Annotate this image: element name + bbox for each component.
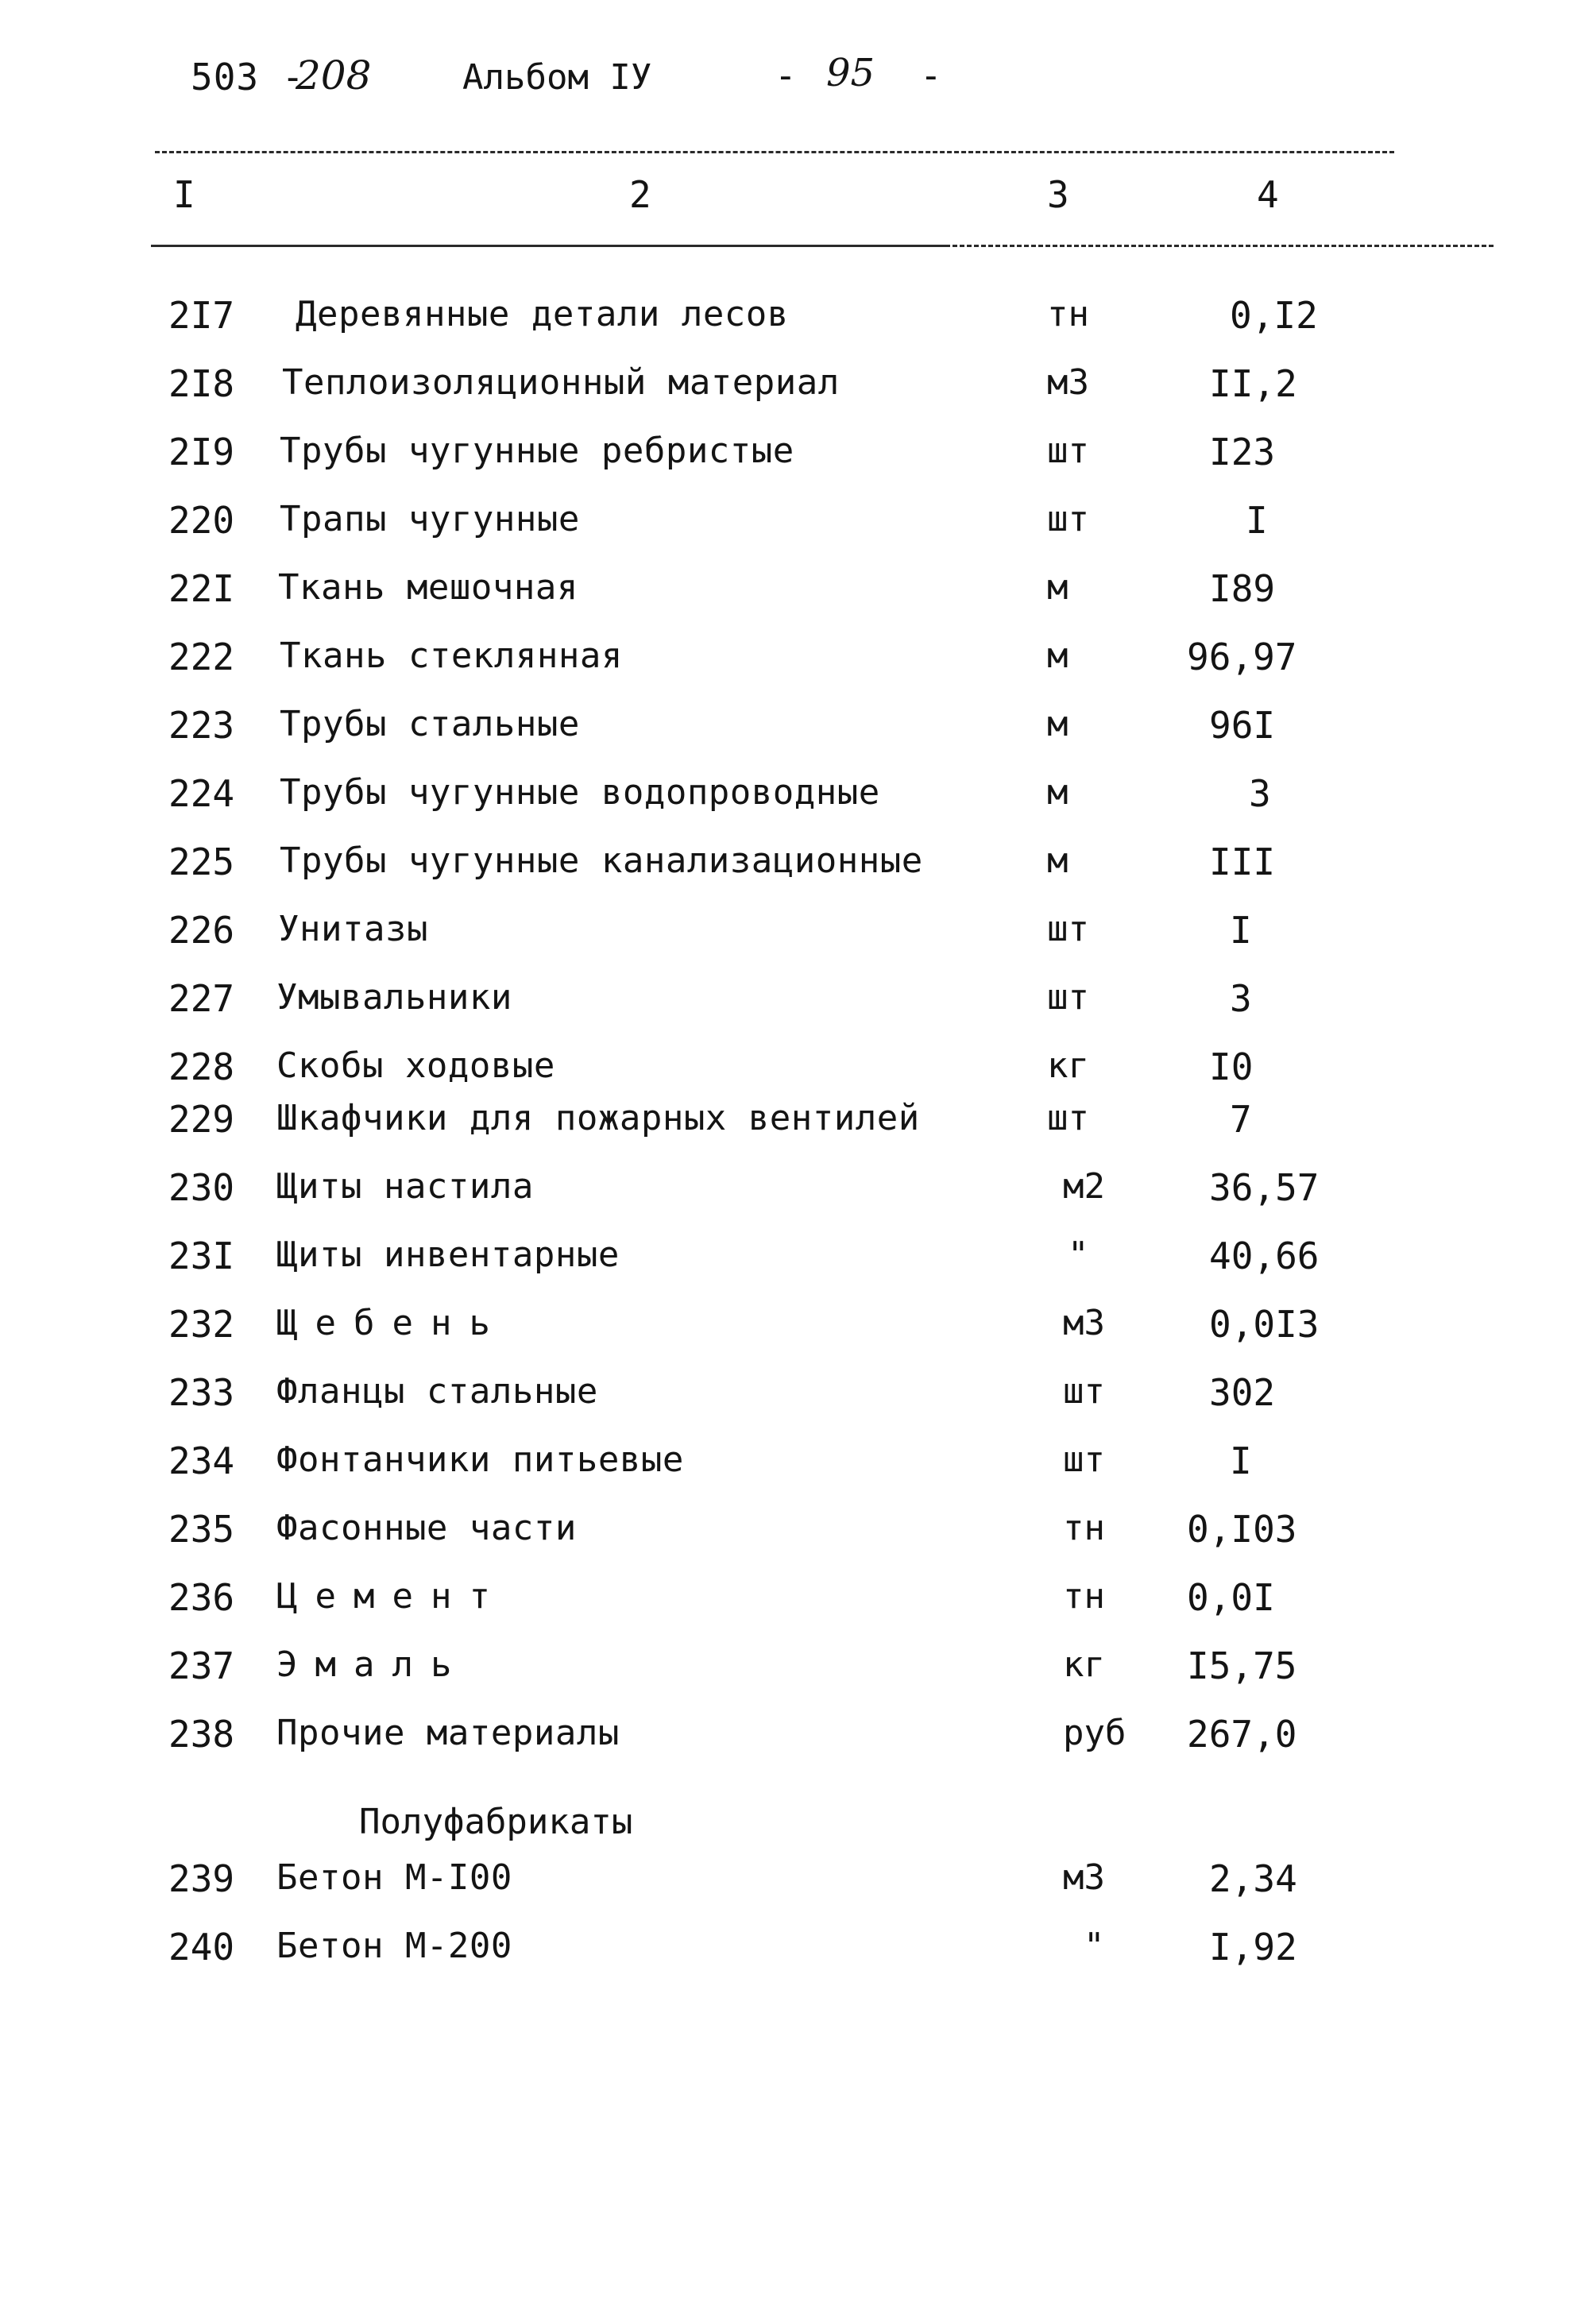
row-number: 228 [168, 1045, 235, 1088]
row-unit: тн [1063, 1576, 1105, 1617]
row-number: 2I9 [168, 431, 235, 473]
page-dash-right: - [920, 54, 942, 97]
row-name: Фасонные части [276, 1508, 577, 1548]
row-qty: 40,66 [1209, 1235, 1320, 1277]
row-unit: руб [1063, 1713, 1126, 1753]
row-number: 224 [168, 772, 235, 815]
table-row [0, 636, 1596, 704]
table-row [0, 772, 1596, 840]
row-unit: м [1047, 704, 1069, 744]
row-name: Трубы чугунные водопроводные [280, 772, 880, 813]
row-unit: шт [1047, 909, 1089, 949]
row-unit: м [1047, 636, 1069, 676]
table-row [0, 1926, 1596, 1994]
row-unit: " [1084, 1926, 1105, 1966]
row-number: 229 [168, 1098, 235, 1141]
table-row [0, 431, 1596, 499]
row-number: 225 [168, 840, 235, 883]
row-unit: м [1047, 840, 1069, 881]
table-top-rule [155, 151, 1394, 153]
row-qty: 267,0 [1187, 1713, 1297, 1756]
row-name: Теплоизоляционный материал [282, 362, 840, 403]
row-number: 240 [168, 1926, 235, 1969]
table-row [0, 1303, 1596, 1371]
row-unit: тн [1063, 1508, 1105, 1548]
table-row [0, 1644, 1596, 1713]
table-row [0, 567, 1596, 636]
row-name: Цемент [276, 1576, 508, 1617]
table-row [0, 909, 1596, 977]
row-number: 2I8 [168, 362, 235, 405]
row-unit: кг [1047, 1045, 1089, 1086]
album-label: Альбом IУ [462, 57, 652, 98]
row-name: Ткань мешочная [278, 567, 578, 608]
table-row [0, 294, 1596, 362]
row-name: Фонтанчики питьевые [276, 1439, 684, 1480]
section-title: Полуфабрикаты [359, 1802, 633, 1842]
doc-code-prefix: 503 - [191, 56, 305, 99]
row-number: 236 [168, 1576, 235, 1619]
row-qty: III [1209, 840, 1276, 883]
row-qty: II,2 [1209, 362, 1297, 405]
row-unit: шт [1063, 1439, 1105, 1480]
row-unit: м [1047, 772, 1069, 813]
page-dash-left: - [775, 54, 797, 97]
row-qty: 0,0I [1187, 1576, 1275, 1619]
table-row [0, 704, 1596, 772]
row-qty: 3 [1249, 772, 1271, 815]
row-name: Умывальники [276, 977, 512, 1018]
row-number: 233 [168, 1371, 235, 1414]
table-head-rule-dashed [945, 245, 1494, 247]
row-name: Унитазы [278, 909, 428, 949]
row-name: Прочие материалы [276, 1713, 620, 1753]
row-name: Деревянные детали лесов [296, 294, 789, 334]
table-row [0, 499, 1596, 567]
row-qty: I [1230, 909, 1252, 952]
row-name: Трубы чугунные ребристые [280, 431, 794, 471]
table-row [0, 1235, 1596, 1303]
row-unit: м [1047, 567, 1069, 608]
row-name: Ткань стеклянная [280, 636, 623, 676]
row-unit: тн [1047, 294, 1089, 334]
column-head-2: 2 [629, 173, 651, 216]
row-qty: 2,34 [1209, 1857, 1297, 1900]
row-number: 22I [168, 567, 235, 610]
row-name: Бетон М-200 [276, 1926, 512, 1966]
row-qty: 36,57 [1209, 1166, 1320, 1209]
row-number: 238 [168, 1713, 235, 1756]
row-unit: шт [1047, 499, 1089, 539]
row-number: 223 [168, 704, 235, 747]
table-row [0, 1857, 1596, 1926]
table-row [0, 1713, 1596, 1781]
table-row [0, 1508, 1596, 1576]
row-qty: I [1246, 499, 1268, 542]
row-qty: 0,0I3 [1209, 1303, 1320, 1346]
row-unit: м3 [1063, 1303, 1105, 1343]
row-qty: I23 [1209, 431, 1276, 473]
row-unit: шт [1047, 431, 1089, 471]
row-unit: " [1068, 1235, 1089, 1275]
row-unit: шт [1047, 1098, 1089, 1138]
row-qty: I [1230, 1439, 1252, 1482]
row-number: 234 [168, 1439, 235, 1482]
row-qty: 302 [1209, 1371, 1276, 1414]
row-number: 222 [168, 636, 235, 678]
doc-code-handwritten: 208 [296, 52, 372, 99]
table-row [0, 977, 1596, 1045]
row-number: 227 [168, 977, 235, 1020]
row-number: 237 [168, 1644, 235, 1687]
row-unit: шт [1063, 1371, 1105, 1412]
table-row [0, 1166, 1596, 1235]
row-qty: I0 [1209, 1045, 1254, 1088]
row-unit: м3 [1047, 362, 1089, 403]
row-unit: кг [1063, 1644, 1105, 1685]
row-name: Шкафчики для пожарных вентилей [276, 1098, 920, 1138]
page-number: 95 [826, 51, 875, 95]
row-name: Бетон М-I00 [276, 1857, 512, 1898]
table-head-rule [151, 245, 945, 247]
table-row [0, 1371, 1596, 1439]
row-qty: 96I [1209, 704, 1276, 747]
row-number: 220 [168, 499, 235, 542]
row-name: Эмаль [276, 1644, 470, 1685]
row-number: 2I7 [168, 294, 235, 337]
table-row [0, 1576, 1596, 1644]
row-name: Трапы чугунные [280, 499, 580, 539]
row-number: 235 [168, 1508, 235, 1551]
table-row [0, 1098, 1596, 1166]
row-name: Трубы чугунные канализационные [280, 840, 923, 881]
row-qty: I5,75 [1187, 1644, 1297, 1687]
row-qty: 3 [1230, 977, 1252, 1020]
row-qty: 0,I2 [1230, 294, 1318, 337]
row-unit: шт [1047, 977, 1089, 1018]
row-number: 23I [168, 1235, 235, 1277]
table-row [0, 840, 1596, 909]
row-number: 230 [168, 1166, 235, 1209]
row-name: Щиты настила [276, 1166, 534, 1207]
row-qty: I,92 [1209, 1926, 1297, 1969]
row-unit: м2 [1063, 1166, 1105, 1207]
row-number: 239 [168, 1857, 235, 1900]
table-row [0, 362, 1596, 431]
column-head-4: 4 [1257, 173, 1279, 216]
row-name: Щиты инвентарные [276, 1235, 620, 1275]
column-head-3: 3 [1047, 173, 1069, 216]
column-head-1: I [173, 173, 195, 216]
row-name: Фланцы стальные [276, 1371, 598, 1412]
row-qty: 7 [1230, 1098, 1252, 1141]
row-name: Скобы ходовые [276, 1045, 555, 1086]
row-unit: м3 [1063, 1857, 1105, 1898]
table-row [0, 1439, 1596, 1508]
row-number: 226 [168, 909, 235, 952]
row-name: Щебень [276, 1303, 508, 1343]
row-number: 232 [168, 1303, 235, 1346]
row-name: Трубы стальные [280, 704, 580, 744]
row-qty: 0,I03 [1187, 1508, 1297, 1551]
row-qty: 96,97 [1187, 636, 1297, 678]
row-qty: I89 [1209, 567, 1276, 610]
